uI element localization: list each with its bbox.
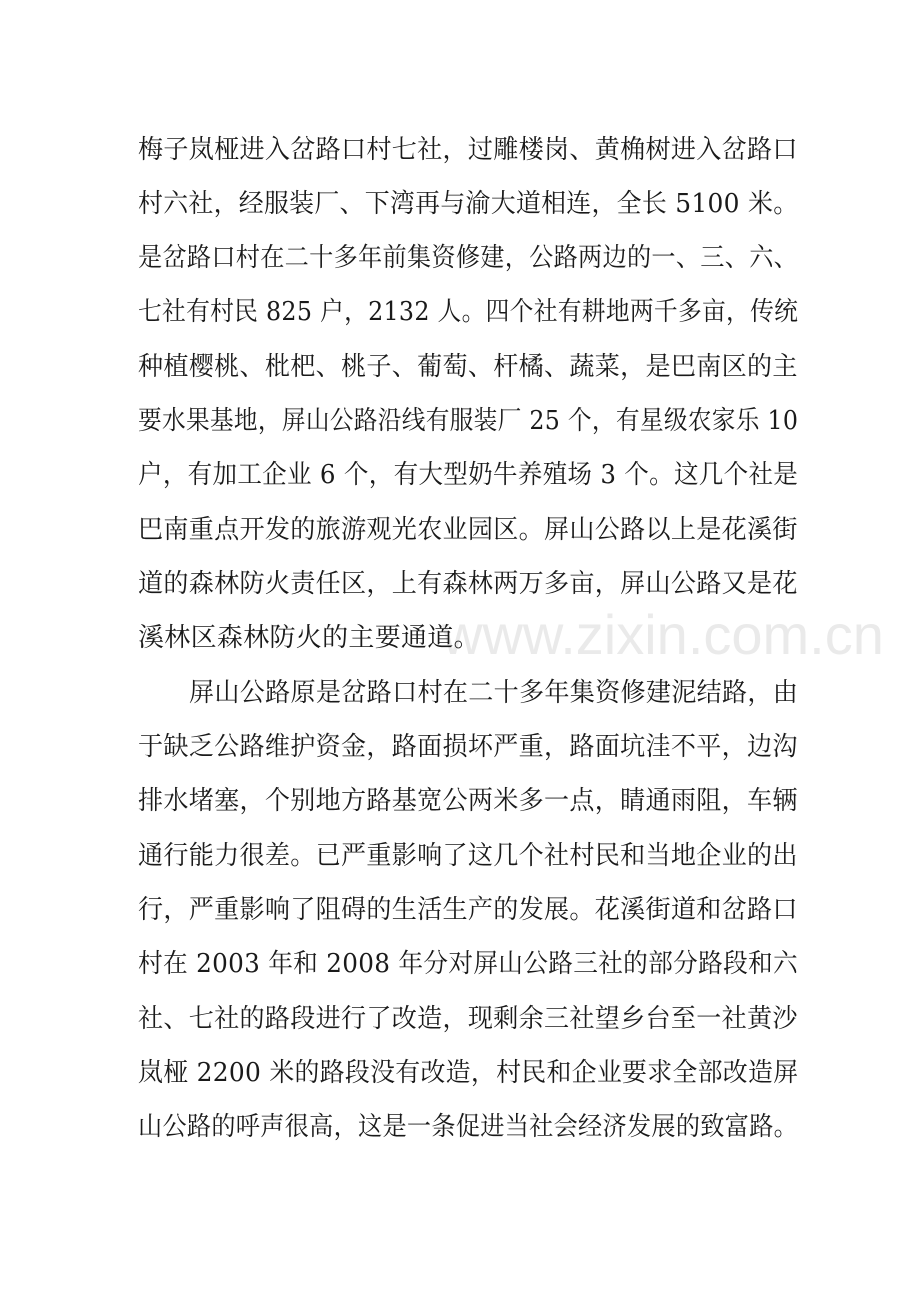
text-line: 道的森林防火责任区，上有森林两万多亩，屏山公路又是花 xyxy=(138,569,798,599)
text-line: 于缺乏公路维护资金，路面损坏严重，路面坑洼不平，边沟 xyxy=(138,732,798,762)
text-line: 要水果基地，屏山公路沿线有服装厂 25 个，有星级农家乐 10 xyxy=(138,406,799,436)
text-line: 溪林区森林防火的主要通道。 xyxy=(138,623,480,653)
text-line: 社、七社的路段进行了改造，现剩余三社望乡台至一社黄沙 xyxy=(138,1004,798,1034)
text-line: 山公路的呼声很高，这是一条促进当社会经济发展的致富路。 xyxy=(138,1112,799,1142)
text-line: 村六社，经服装厂、下湾再与渝大道相连，全长 5100 米。 xyxy=(138,189,799,219)
text-line: 是岔路口村在二十多年前集资修建，公路两边的一、三、六、 xyxy=(138,243,799,273)
text-line: 巴南重点开发的旅游观光农业园区。屏山公路以上是花溪街 xyxy=(138,515,798,545)
text-line: 排水堵塞，个别地方路基宽公两米多一点，睛通雨阻，车辆 xyxy=(138,786,798,816)
paragraph-first-line: 屏山公路原是岔路口村在二十多年集资修建泥结路，由 xyxy=(189,678,799,708)
text-line: 行，严重影响了阻碍的生活生产的发展。花溪街道和岔路口 xyxy=(138,895,798,925)
text-line: 梅子岚桠进入岔路口村七社，过雕楼岗、黄桷树进入岔路口 xyxy=(138,135,798,165)
text-line: 户，有加工企业 6 个，有大型奶牛养殖场 3 个。这几个社是 xyxy=(138,460,799,490)
watermark: www.zixin.com.cn xyxy=(442,603,884,666)
text-line: 种植樱桃、枇杷、桃子、葡萄、杆橘、蔬菜，是巴南区的主 xyxy=(138,352,798,382)
text-line: 村在 2003 年和 2008 年分对屏山公路三社的部分路段和六 xyxy=(138,949,798,979)
text-line: 七社有村民 825 户，2132 人。四个社有耕地两千多亩，传统 xyxy=(138,297,799,327)
text-line: 通行能力很差。已严重影响了这几个社村民和当地企业的出 xyxy=(138,841,798,871)
text-line: 岚桠 2200 米的路段没有改造，村民和企业要求全部改造屏 xyxy=(138,1058,799,1088)
